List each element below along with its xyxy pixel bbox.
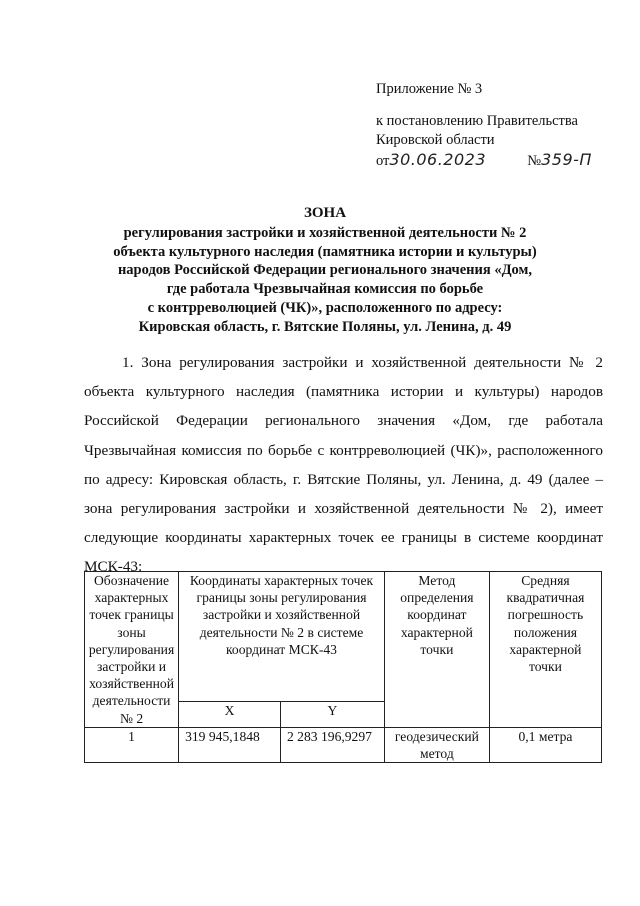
appendix-number: Приложение № 3	[376, 81, 483, 97]
appendix-block	[376, 80, 592, 171]
appendix-region: Кировской области	[376, 132, 495, 148]
title-line: объекта культурного наследия (памятника истории и культуры)	[113, 243, 537, 260]
appendix-date-number	[376, 150, 592, 171]
header-x: X	[179, 701, 281, 727]
title-line: где работала Чрезвычайная комиссия по борьбе	[166, 281, 484, 298]
cell-method: геодезический метод	[384, 727, 489, 762]
cell-x: 319 945,1848	[179, 727, 281, 762]
cell-error: 0,1 метра	[489, 727, 601, 762]
title-line: с контрреволюцией (ЧК)», расположенного по адресу:	[147, 299, 503, 316]
cell-y: 2 283 196,9297	[280, 727, 384, 762]
title-line: народов Российской Федерации регионального значения «Дом,	[117, 262, 533, 279]
coordinates-table	[84, 571, 602, 763]
header-method: Метод определения координат характерной точки	[384, 572, 489, 728]
handwritten-number: 359-П	[541, 150, 592, 169]
document-title	[90, 204, 560, 337]
title-zona: ЗОНА	[303, 205, 347, 221]
header-coordinates: Координаты характерных точек границы зоны регулирования застройки и хозяйственной деятельности № 2 в системе координат МСК-43	[179, 572, 385, 702]
cell-point: 1	[85, 727, 179, 762]
date-prefix: от	[376, 153, 390, 169]
appendix-resolution-label: к постановлению Правительства	[376, 113, 578, 129]
header-error: Средняя квадратичная погрешность положения характерной точки	[489, 572, 601, 728]
table-row	[85, 727, 602, 762]
number-prefix: №	[527, 153, 542, 169]
header-y: Y	[280, 701, 384, 727]
title-line: регулирования застройки и хозяйственной деятельности № 2	[123, 224, 527, 241]
paragraph-1: 1. Зона регулирования застройки и хозяйственной деятельности № 2 объекта культурного наследия (памятника истории и культуры) народов Российской Федерации регионального значения «Дом, где работала Чрезвычайная комиссия по борьбе с контрреволюцией (ЧК)», расположенного по адресу: Кировская область, г. Вятские Поляны, ул. Ленина, д. 49 (далее – зона регулирования застройки и хозяйственной деятельности № 2), имеет следующие координаты характерных точек ее границы в системе координат МСК-43:	[84, 354, 603, 576]
header-point-designation: Обозначение характерных точек границы зоны регулирования застройки и хозяйственной деятельности № 2	[85, 572, 179, 728]
handwritten-date: 30.06.2023	[389, 150, 487, 169]
title-line: Кировская область, г. Вятские Поляны, ул. Ленина, д. 49	[138, 318, 512, 335]
table-header-row	[85, 572, 602, 702]
